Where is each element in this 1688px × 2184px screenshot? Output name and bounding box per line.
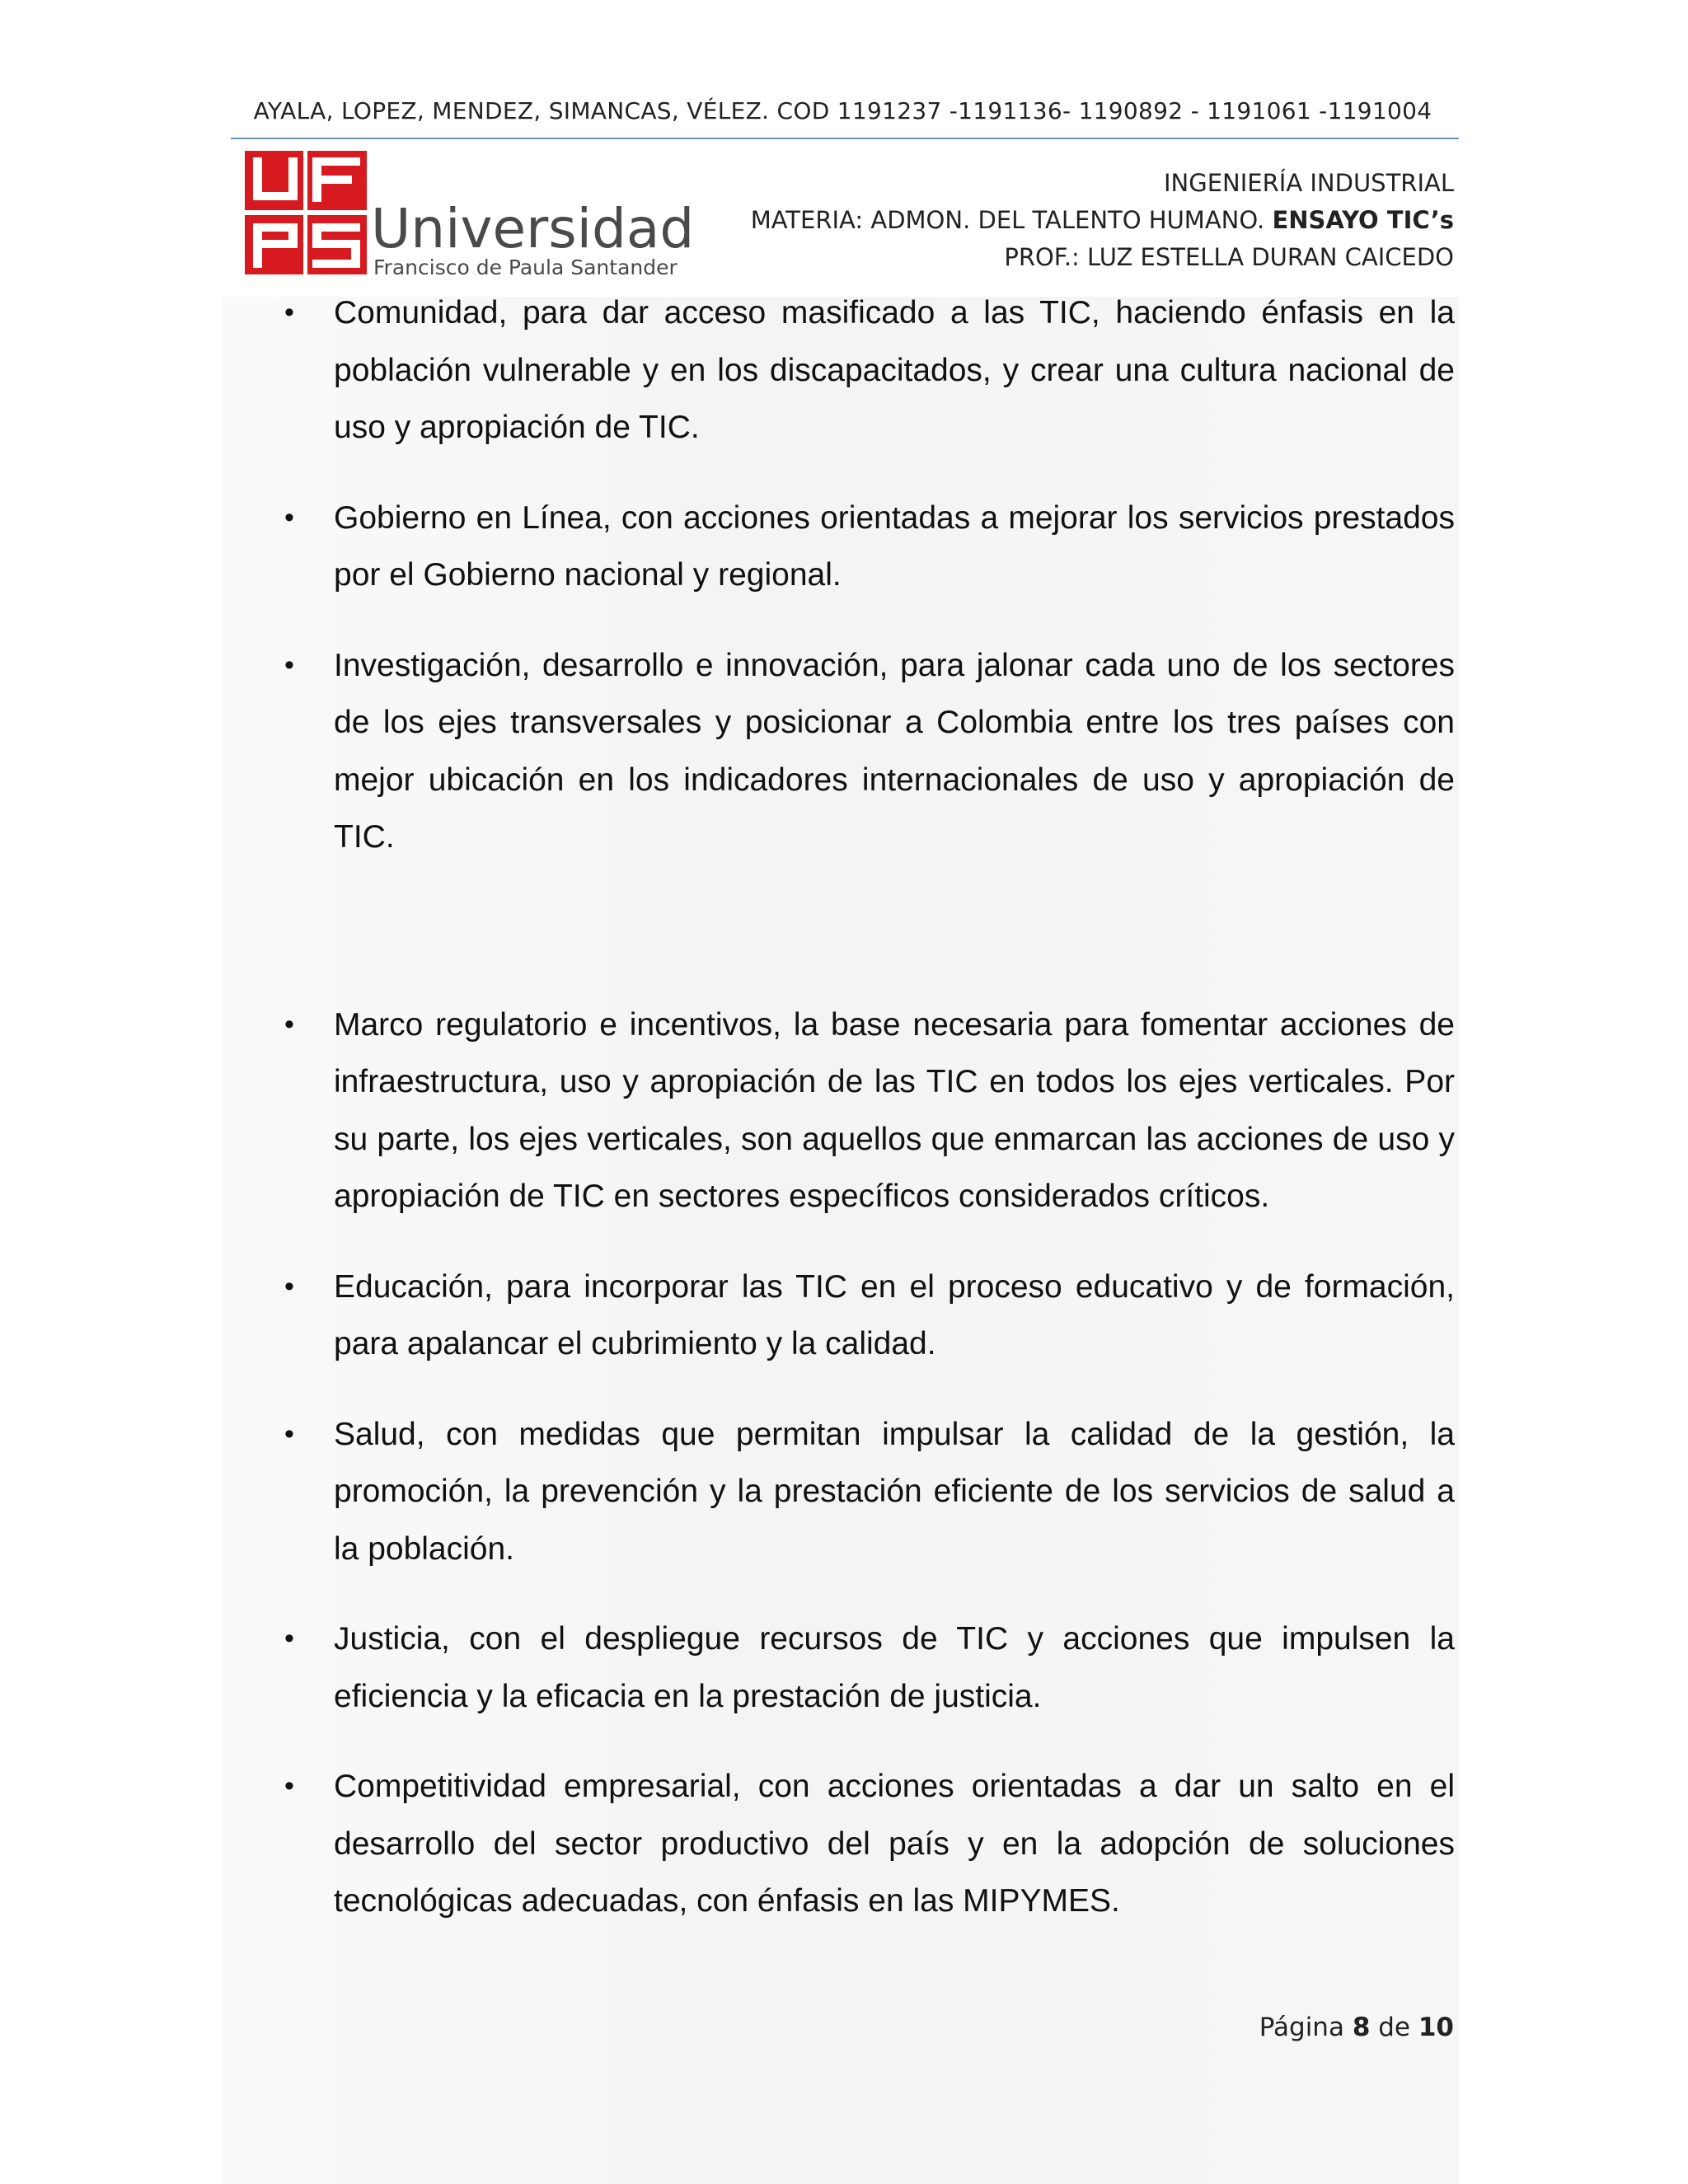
current-page: 8 xyxy=(1352,2013,1371,2042)
bullet-list xyxy=(280,284,1455,1963)
program-name: INGENIERÍA INDUSTRIAL xyxy=(1164,169,1454,197)
course-info xyxy=(751,165,1454,276)
bullet-icon: • xyxy=(284,1770,294,1802)
list-item xyxy=(280,1758,1455,1930)
header-rule xyxy=(231,138,1459,139)
bullet-icon: • xyxy=(284,297,294,328)
bullet-icon: • xyxy=(284,1418,294,1450)
list-item-text: Gobierno en Línea, con acciones orientadas a mejorar los servicios prestados por el Gobierno nacional y regional. xyxy=(334,499,1455,593)
list-item-text: Educación, para incorporar las TIC en el proceso educativo y de formación, para apalancar el cubrimiento y la calidad. xyxy=(334,1268,1455,1361)
bullet-icon: • xyxy=(284,1008,294,1040)
bullet-icon: • xyxy=(284,1270,294,1302)
list-item xyxy=(280,490,1455,604)
list-item xyxy=(280,1406,1455,1578)
list-item xyxy=(280,284,1455,457)
page-label: Página xyxy=(1259,2013,1344,2042)
bullet-icon: • xyxy=(284,649,294,681)
running-header-authors: AYALA, LOPEZ, MENDEZ, SIMANCAS, VÉLEZ. COD 1191237 -1191136- 1190892 - 1191061 -1191004 xyxy=(253,97,1432,124)
list-item xyxy=(280,637,1455,866)
list-item xyxy=(280,996,1455,1226)
subject-line xyxy=(751,202,1454,239)
logo-subtitle: Francisco de Paula Santander xyxy=(373,255,678,279)
bullet-icon: • xyxy=(284,501,294,533)
bullet-icon: • xyxy=(284,1623,294,1654)
essay-title: ENSAYO TIC’s xyxy=(1272,206,1454,234)
subject-prefix: MATERIA: ADMON. DEL TALENTO HUMANO. xyxy=(750,206,1273,234)
list-item-text: Salud, con medidas que permitan impulsar la calidad de la gestión, la promoción, la prevención y la prestación eficiente de los servicios de salud a la población. xyxy=(334,1416,1455,1567)
blank-gap xyxy=(280,899,1455,996)
list-item-text: Justicia, con el despliegue recursos de TIC y acciones que impulsen la eficiencia y la eficacia en la prestación de justicia. xyxy=(334,1621,1455,1714)
of-label: de xyxy=(1378,2013,1410,2042)
professor-name: PROF.: LUZ ESTELLA DURAN CAICEDO xyxy=(1004,243,1454,271)
list-item-text: Comunidad, para dar acceso masificado a las TIC, haciendo énfasis en la población vulnerable y en los discapacitados, y crear una cultura nacional de uso y apropiación de TIC. xyxy=(334,295,1455,445)
list-item xyxy=(280,1258,1455,1373)
total-pages: 10 xyxy=(1418,2013,1454,2042)
list-item-text: Competitividad empresarial, con acciones orientadas a dar un salto en el desarrollo del sector productivo del país y en la adopción de soluciones tecnológicas adecuadas, con énfasis en las MIPYMES. xyxy=(334,1769,1455,1919)
logo-wordmark: Universidad xyxy=(371,197,695,260)
list-item-text: Investigación, desarrollo e innovación, para jalonar cada uno de los sectores de los ejes transversales y posicionar a Colombia entre los tres países con mejor ubicación en los indicadores internacionales de uso y apropiación de TIC. xyxy=(334,647,1455,855)
ufps-logo xyxy=(245,151,367,274)
list-item xyxy=(280,1610,1455,1725)
page-number xyxy=(1259,2013,1454,2042)
list-item-text: Marco regulatorio e incentivos, la base necesaria para fomentar acciones de infraestructura, uso y apropiación de las TIC en todos los ejes verticales. Por su parte, los ejes verticales, son aquellos que enmarcan las acciones de uso y apropiación de TIC en sectores específicos considerados críticos. xyxy=(334,1006,1455,1214)
